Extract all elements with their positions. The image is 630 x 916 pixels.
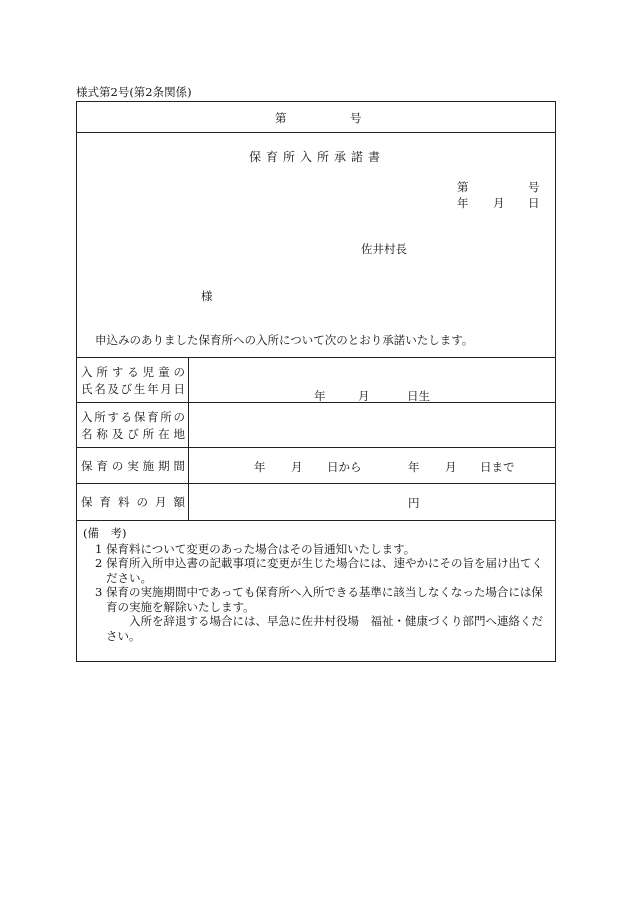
divider <box>77 520 555 521</box>
date-day: 日 <box>528 196 540 210</box>
divider <box>77 132 555 133</box>
fee-unit: 円 <box>408 496 420 510</box>
date-year: 年 <box>457 196 469 210</box>
period-from-month: 月 <box>291 460 303 474</box>
form-number-label: 様式第2号(第2条関係) <box>76 85 192 99</box>
top-number-dai: 第 <box>275 111 287 125</box>
remarks-heading: (備 考) <box>83 526 127 540</box>
intro-text: 申込みのありました保育所への入所について次のとおり承諾いたします。 <box>95 333 474 347</box>
divider <box>77 447 555 448</box>
period-from-day: 日から <box>327 460 362 474</box>
child-birth-month: 月 <box>358 389 370 403</box>
divider <box>77 402 555 403</box>
child-birth-day: 日生 <box>407 389 430 403</box>
recipient-suffix: 様 <box>201 289 213 303</box>
divider <box>77 483 555 484</box>
remark-extra: 入所を辞退する場合には、早急に佐井村役場 福祉・健康づくり部門へ連絡ください。 <box>106 614 543 643</box>
remark-item: 3 保育の実施期間中であっても保育所へ入所できる基準に該当しなくなった場合には保育の実施を解除いたします。 <box>95 585 543 614</box>
date-month: 月 <box>493 196 505 210</box>
remark-item: 2 保育所入所申込書の記載事項に変更が生じた場合には、速やかにその旨を届け出てください。 <box>95 556 543 585</box>
doc-number-gou: 号 <box>528 180 540 194</box>
top-number-gou: 号 <box>350 111 362 125</box>
period-to-year: 年 <box>408 460 420 474</box>
consent-form-frame <box>76 101 556 662</box>
child-label: 入所する児童の 氏名及び生年月日 <box>81 365 185 396</box>
fee-label: 保育料の月額 <box>81 495 185 509</box>
sender-name: 佐井村長 <box>361 242 407 256</box>
period-from-year: 年 <box>254 460 266 474</box>
period-label: 保育の実施期間 <box>81 459 185 473</box>
document-title: 保育所入所承諾書 <box>249 150 386 164</box>
child-birth-year: 年 <box>314 389 326 403</box>
period-to-day: 日まで <box>480 460 515 474</box>
period-to-month: 月 <box>445 460 457 474</box>
remarks-section <box>83 526 551 643</box>
divider <box>77 357 555 358</box>
label-column-divider <box>188 357 189 520</box>
facility-label: 入所する保育所の 名称及び所在地 <box>81 410 185 441</box>
remark-item: 1 保育料について変更のあった場合はその旨通知いたします。 <box>95 541 416 556</box>
doc-number-dai: 第 <box>457 180 469 194</box>
